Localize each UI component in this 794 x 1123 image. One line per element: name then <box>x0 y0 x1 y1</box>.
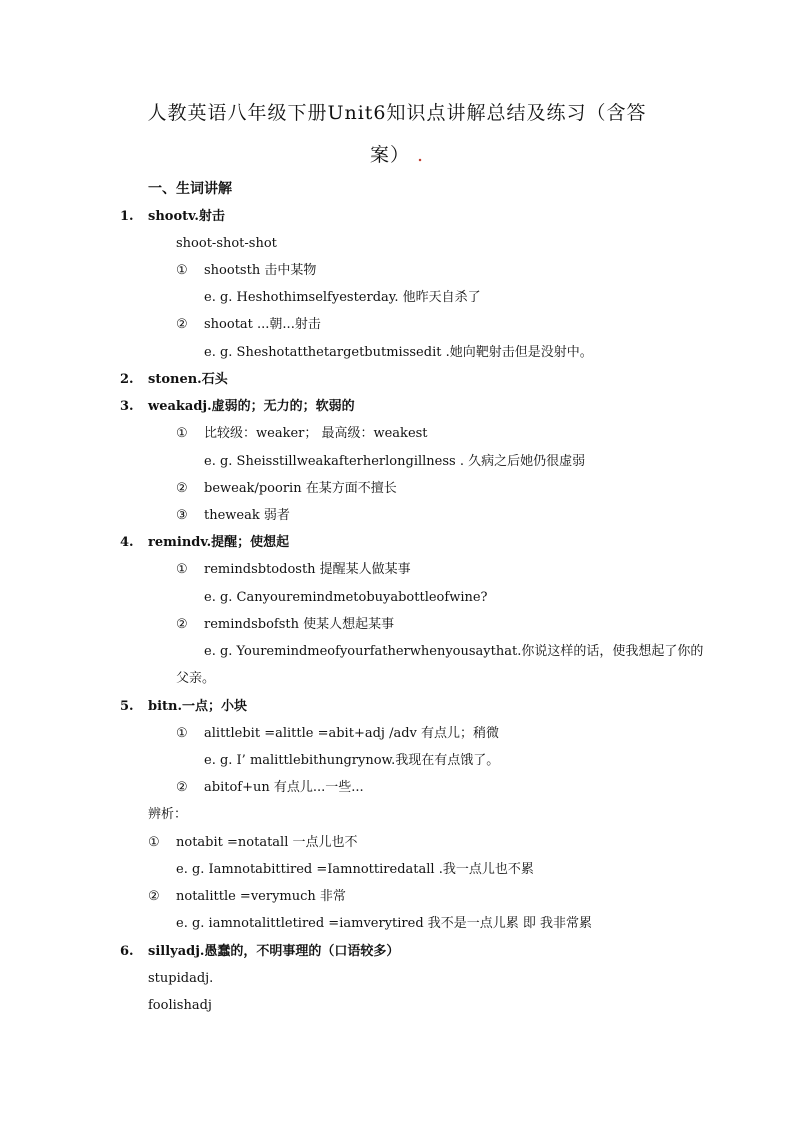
item-number: 3. <box>120 399 134 414</box>
example-sentence: e. g. Sheshotatthetargetbutmissedit .她向靶射击但是没射中。 <box>204 345 593 360</box>
example-sentence: e. g. Sheisstillweakafterherlongillness . 久病之后她仍很虚弱 <box>204 454 586 469</box>
example-sentence: e. g. Youremindmeofyourfatherwhenyousaythat.你说这样的话，使我想起了你的 <box>204 644 704 659</box>
verb-forms: shoot-shot-shot <box>176 236 277 251</box>
example-sentence-continuation: 父亲。 <box>176 671 216 686</box>
circled-number: ③ <box>176 508 188 523</box>
item-headword: bitn.一点；小块 <box>148 699 248 714</box>
analysis-point: notalittle =verymuch 非常 <box>176 889 346 904</box>
example-sentence: e. g. I’ malittlebithungrynow.我现在有点饿了。 <box>204 753 500 768</box>
sub-point: remindsbofsth 使某人想起某事 <box>204 617 395 632</box>
item-headword: remindv.提醒；使想起 <box>148 535 290 550</box>
title-dot: . <box>417 144 425 166</box>
analysis-label: 辨析： <box>148 807 188 822</box>
item-headword: shootv.射击 <box>148 209 225 224</box>
circled-number: ② <box>176 481 188 496</box>
sub-point: shootsth 击中某物 <box>204 263 317 278</box>
item-headword: stonen.石头 <box>148 372 228 387</box>
item-number: 5. <box>120 699 134 714</box>
section-heading: 一、生词讲解 <box>148 181 232 197</box>
example-sentence: e. g. Canyouremindmetobuyabottleofwine? <box>204 590 488 605</box>
sub-point: abitof+un 有点儿...一些... <box>204 780 364 795</box>
circled-number: ② <box>148 889 160 904</box>
example-sentence: e. g. iamnotalittletired =iamverytired 我不是一点儿累 即 我非常累 <box>176 916 593 931</box>
item-number: 1. <box>120 209 134 224</box>
circled-number: ① <box>176 726 188 741</box>
circled-number: ② <box>176 780 188 795</box>
circled-number: ② <box>176 617 188 632</box>
document-title-line-1: 人教英语八年级下册Unit6知识点讲解总结及练习（含答 <box>147 102 647 124</box>
sub-point: remindsbtodosth 提醒某人做某事 <box>204 562 411 577</box>
analysis-point: notabit =notatall 一点儿也不 <box>176 835 358 850</box>
example-sentence: e. g. Heshothimselfyesterday. 他昨天自杀了 <box>204 290 481 305</box>
circled-number: ① <box>176 426 188 441</box>
circled-number: ① <box>148 835 160 850</box>
example-sentence: e. g. Iamnotabittired =Iamnottiredatall .我一点儿也不累 <box>176 862 534 877</box>
item-number: 4. <box>120 535 134 550</box>
synonym: stupidadj. <box>148 971 214 986</box>
item-headword: sillyadj.愚蠢的，不明事理的（口语较多） <box>148 944 400 959</box>
document-title-line-2 <box>100 140 694 167</box>
circled-number: ① <box>176 562 188 577</box>
sub-point: 比较级：weaker； 最高级：weakest <box>204 426 428 441</box>
sub-point: shootat ...朝...射击 <box>204 317 321 332</box>
synonym: foolishadj <box>148 998 212 1013</box>
sub-point: theweak 弱者 <box>204 508 290 523</box>
sub-point: alittlebit =alittle =abit+adj /adv 有点儿；稍微 <box>204 726 499 741</box>
item-number: 6. <box>120 944 134 959</box>
sub-point: beweak/poorin 在某方面不擅长 <box>204 481 397 496</box>
circled-number: ① <box>176 263 188 278</box>
item-headword: weakadj.虚弱的；无力的；软弱的 <box>148 399 355 414</box>
circled-number: ② <box>176 317 188 332</box>
item-number: 2. <box>120 372 134 387</box>
title-text: 案） <box>369 144 410 166</box>
